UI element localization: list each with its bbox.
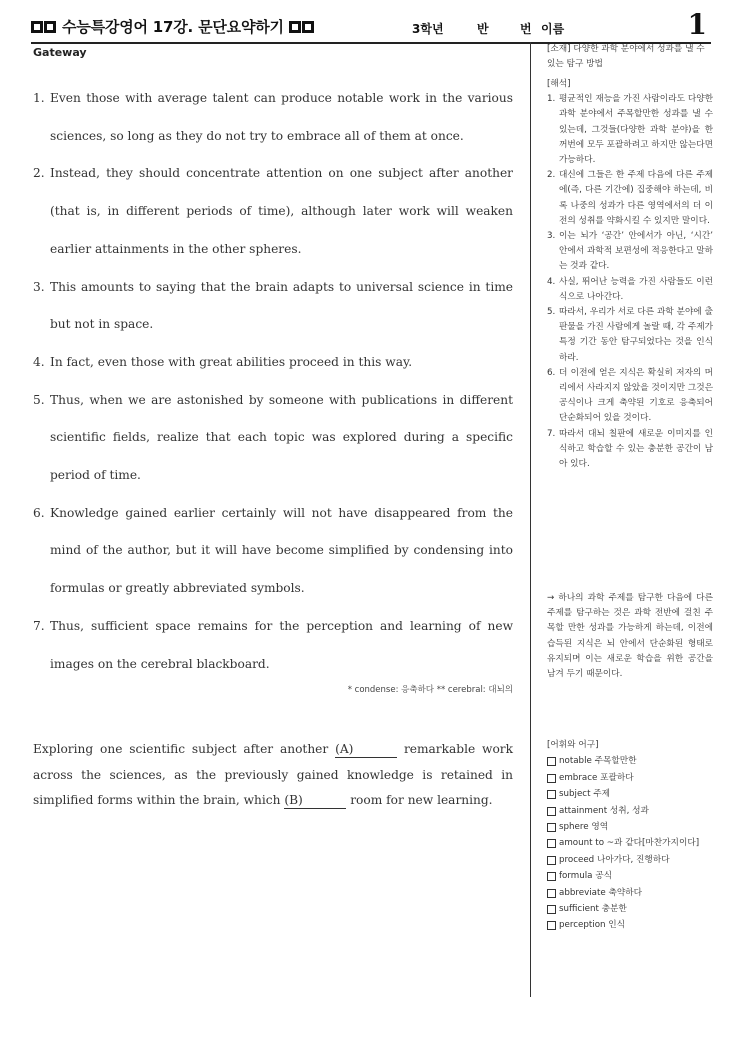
summary-text: Exploring one scientific subject after another [33,742,329,756]
translation-text: 따라서, 우리가 서로 다른 과학 분야에 출판물을 가진 사람에게 놀랄 때, 각 주제가 특정 기간 동안 탐구되었다는 것을 인식하라. [559,307,713,363]
section-label: Gateway [33,46,87,59]
translation-number: 3. [547,231,556,242]
checkbox-icon[interactable] [547,807,556,816]
translation-number: 2. [547,170,556,181]
vocab-text: abbreviate 축약하다 [559,887,643,898]
passage-sentence [33,608,513,683]
vocab-text: perception 인식 [559,920,626,931]
name-label: 이름 [541,22,565,36]
translation-text: 더 이전에 얻은 지식은 확실히 저자의 머리에서 사라지지 않았을 것이지만 그것은 공식이나 크게 축약된 기호로 응축되어 단순화되어 있을 것이다. [559,367,713,424]
vocab-item[interactable] [547,786,713,802]
translation-text: 사실, 뛰어난 능력을 가진 사람들도 이런 식으로 나아간다. [559,276,713,302]
vocab-item[interactable] [547,852,713,868]
translation-text: 평균적인 재능을 가진 사람이라도 다양한 과학 분야에서 주목할만한 성과를 낼 수 있는데, 그것들(다양한 과학 분야)을 한꺼번에 모두 포괄하려고 하지만 않는다면 가능하다. [559,94,713,166]
sentence-number: 6. [33,505,45,520]
sentence-text: Instead, they should concentrate attention on one subject after another (that is, in different periods of time), although later work will weaken earlier attainments in the other spheres. [50,166,513,256]
vocab-text: notable 주목할만한 [559,756,637,767]
translation-section [547,77,713,472]
sentence-text: Thus, sufficient space remains for the perception and learning of new images on the cerebral blackboard. [50,618,513,671]
translation-item [547,427,713,473]
sentence-number: 1. [33,91,45,105]
translation-text: 따라서 대뇌 칠판에 새로운 이미지를 인식하고 학습할 수 있는 충분한 공간이 남아 있다. [559,428,713,470]
passage-sentence [33,155,513,268]
passage-sentence [33,80,513,155]
vocab-text: embrace 포괄하다 [559,772,634,783]
vocab-item[interactable] [547,770,713,786]
sentence-text: This amounts to saying that the brain adapts to universal science in time but not in space. [50,279,513,332]
blank-a: (A) [335,742,397,758]
vocab-text: sphere 영역 [559,822,609,833]
translation-item [547,275,713,305]
number-label: 번 [520,22,532,36]
summary-text: room for new learning. [350,793,493,807]
sentence-text: In fact, even those with great abilities proceed in this way. [50,354,413,369]
passage-sentence [33,495,513,608]
footnote: * condense: 응축하다 ** cerebral: 대뇌의 [347,685,513,695]
column-divider [530,42,531,997]
worksheet-title [31,16,315,37]
vocab-text: subject 주제 [559,789,611,800]
passage-sentence [33,382,513,495]
vocab-item[interactable] [547,868,713,884]
topic-note: [소재] 다양한 과학 분야에서 성과를 낼 수 있는 탐구 방법 [547,44,705,70]
worksheet-header [31,10,711,44]
sentence-text: Knowledge gained earlier certainly will not have disappeared from the mind of the author, but it will have become simplified by condensing into formulas or greatly abbreviated symbols. [50,505,513,596]
translation-text: 이는 뇌가 ‘공간’ 안에서가 아닌, ‘시간’ 안에서 과학적 보편성에 적응한다고 말하는 것과 같다. [559,231,713,272]
checkbox-icon[interactable] [547,823,556,832]
checkbox-icon[interactable] [547,774,556,783]
checkbox-icon[interactable] [547,839,556,848]
sentence-number: 2. [33,166,45,181]
translation-number: 5. [547,307,556,318]
checkbox-icon[interactable] [547,905,556,914]
vocab-item[interactable] [547,835,713,851]
checkbox-icon[interactable] [547,921,556,930]
sentence-number: 5. [33,392,45,407]
sentence-text: Thus, when we are astonished by someone with publications in different scientific fields, realize that each topic was explored during a specific period of time. [50,392,513,483]
vocab-item[interactable] [547,885,713,901]
summary-text: remarkable work across the sciences, as the previously gained knowledge is retained in simplified forms within the brain, which [33,742,514,807]
vocab-item[interactable] [547,753,713,769]
checkbox-icon[interactable] [547,872,556,881]
translation-number: 6. [547,367,556,378]
translation-item [547,229,713,275]
checkbox-icon[interactable] [547,889,556,898]
vocab-list [547,737,713,934]
translation-number: 4. [547,276,556,287]
translation-item [547,92,713,168]
summary-sentence [33,737,513,814]
vocab-item[interactable] [547,901,713,917]
sentence-text: Even those with average talent can produce notable work in the various sciences, so long as they do not try to embrace all of them at once. [50,91,513,143]
vocab-label: [어휘와 어구] [547,740,599,750]
vocab-text: amount to ~과 같다[마찬가지이다] [559,838,700,849]
passage-sentence [33,344,513,382]
translation-number: 1. [547,94,556,105]
sentence-number: 4. [33,354,45,369]
sentence-number: 7. [33,618,45,633]
passage [33,80,513,683]
blank-b: (B) [284,793,346,809]
square-icon [289,21,301,33]
translation-item [547,168,713,229]
translation-number: 7. [547,428,556,439]
page-number: 1 [687,8,707,41]
translation-label: [해석] [547,79,571,89]
translation-item [547,305,713,366]
summary-translation: → 하나의 과학 주제를 탐구한 다음에 다른 주제를 탐구하는 것은 과학 전반에 걸친 주목할 만한 성과를 가능하게 하는데, 이전에 습득된 지식은 뇌 안에서 단순화된 형태로 유지되며 이는 새로운 학습을 위한 공간을 남겨 두기 때문이다. [547,593,713,680]
vocab-text: proceed 나아가다, 진행하다 [559,854,670,865]
vocab-item[interactable] [547,819,713,835]
checkbox-icon[interactable] [547,790,556,799]
sentence-number: 3. [33,279,45,294]
vocab-text: sufficient 충분한 [559,904,627,915]
vocab-text: formula 공식 [559,871,613,882]
grade-label: 3학년 [412,22,444,36]
square-icon [31,21,43,33]
vocab-text: attainment 성취, 성과 [559,805,649,816]
translation-text: 대신에 그들은 한 주제 다음에 다른 주제에(즉, 다른 기간에) 집중해야 하는데, 비록 나중의 성과가 다른 영역에서의 더 이전의 성취를 약화시킬 수 있지만 말이다. [559,170,713,226]
vocab-item[interactable] [547,803,713,819]
title-text: 수능특강영어 17강. 문단요약하기 [62,18,284,36]
vocab-item[interactable] [547,917,713,933]
passage-sentence [33,269,513,344]
checkbox-icon[interactable] [547,856,556,865]
square-icon [44,21,56,33]
translation-item [547,366,713,427]
checkbox-icon[interactable] [547,757,556,766]
square-icon [302,21,314,33]
class-label: 반 [477,22,489,36]
